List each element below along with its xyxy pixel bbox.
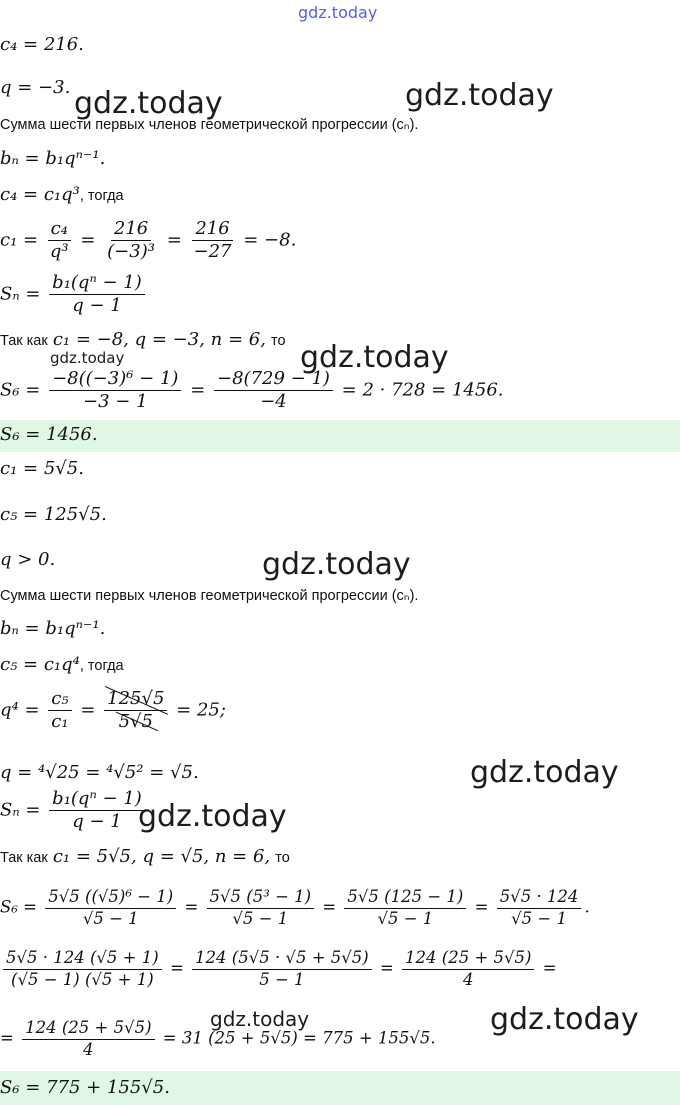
numerator: 124 (25 + 5√5) bbox=[22, 1020, 154, 1040]
text-line: Сумма шести первых членов геометрической прогрессии (cₙ). bbox=[0, 117, 419, 133]
text-fragment: , тогда bbox=[79, 188, 124, 204]
given-values-line bbox=[0, 848, 290, 866]
s6-computation: S₆ = $\frac{\text{5√5 ((√5)⁶ − 1)}}{√5 - 1}$ = $\frac{\text{5√5 (5³ − 1)}}{√5 - 1}$ = $\frac{5√5 (125 - 1)}{√5 - 1}$ = $\frac{5√5 \cdot 124}{√5 - 1}$ . bbox=[0, 887, 590, 928]
fraction bbox=[49, 790, 145, 831]
numerator: 124 (25 + 5√5) bbox=[402, 950, 534, 970]
fraction bbox=[192, 950, 372, 988]
fraction bbox=[104, 220, 158, 261]
numerator: 216 bbox=[192, 220, 232, 241]
numerator: −8(729 − 1) bbox=[214, 370, 333, 391]
math-expr: S₆ = bbox=[0, 379, 41, 401]
s6-continuation: $\frac{5√5 \cdot 124 (√5 + 1)}{(√5 - 1) (√5 + 1)}$ = $\frac{124 (5√5 \cdot √5 + 5√5)}{5 - 1}$ = $\frac{124 (25 + 5√5)}{4}$ = bbox=[0, 950, 557, 988]
watermark-top: gdz.today bbox=[298, 3, 378, 22]
formula-nth-term: bₙ = b₁qⁿ⁻¹. bbox=[0, 148, 106, 169]
math-line: q = −3. bbox=[0, 77, 71, 98]
numerator: 124 (5√5 · √5 + 5√5) bbox=[192, 950, 372, 970]
denominator: 4 bbox=[463, 969, 474, 989]
watermark: gdz.today bbox=[405, 78, 554, 113]
numerator: 5√5 (125 − 1) bbox=[344, 889, 466, 909]
fraction bbox=[191, 220, 235, 261]
denominator: −3 − 1 bbox=[83, 391, 148, 412]
s6-continuation: = $\frac{124 (25 + 5√5)}{4}$ = 31 (25 + 5√5) = 775 + 155√5. bbox=[0, 1018, 436, 1059]
math-expr: = −8. bbox=[243, 229, 297, 251]
numerator: 5√5 · 124 bbox=[497, 889, 582, 909]
fraction bbox=[47, 220, 72, 261]
math-expr: = 2 · 728 = 1456. bbox=[341, 379, 504, 401]
math-expr: = 25; bbox=[176, 699, 226, 721]
numerator: c₅ bbox=[48, 690, 71, 711]
denominator: q − 1 bbox=[72, 295, 122, 316]
math-line bbox=[0, 186, 124, 204]
denominator: −27 bbox=[193, 241, 232, 262]
q-value-line: q = ⁴√25 = ⁴√5² = √5. bbox=[0, 762, 199, 783]
denominator: √5 − 1 bbox=[232, 908, 289, 928]
watermark: gdz.today bbox=[74, 86, 223, 121]
fraction bbox=[214, 370, 333, 411]
math-line bbox=[0, 656, 124, 674]
q4-computation: q⁴ = $\frac{\text{c₅}}{\text{c₁}}$ = $\frac{125√5}{5√5}$ = 25; bbox=[0, 688, 226, 732]
math-expr: c₁ = bbox=[0, 229, 39, 251]
text-fragment: то bbox=[271, 333, 286, 349]
fraction bbox=[49, 370, 181, 411]
watermark: gdz.today bbox=[470, 755, 619, 790]
numerator: 5√5 (5³ − 1) bbox=[207, 889, 315, 909]
fraction bbox=[402, 950, 534, 988]
numerator: −8((−3)⁶ − 1) bbox=[49, 370, 181, 391]
numerator: 5√5 ((√5)⁶ − 1) bbox=[45, 889, 176, 909]
math-line: q > 0. bbox=[0, 549, 56, 570]
answer-highlight bbox=[0, 420, 680, 452]
numerator: 5√5 · 124 (√5 + 1) bbox=[3, 950, 162, 970]
fraction bbox=[497, 889, 582, 927]
formula-nth-term: bₙ = b₁qⁿ⁻¹. bbox=[0, 618, 106, 639]
numerator: c₄ bbox=[48, 220, 71, 241]
math-expr: S₆ = bbox=[0, 897, 37, 917]
fraction bbox=[104, 690, 167, 731]
text-fragment: то bbox=[275, 850, 290, 866]
numerator: 216 bbox=[111, 220, 151, 241]
denominator-cancelled: 5√5 bbox=[116, 711, 156, 731]
math-expr: Sₙ = bbox=[0, 799, 41, 821]
denominator: √5 − 1 bbox=[377, 908, 434, 928]
watermark: gdz.today bbox=[138, 799, 287, 834]
s6-computation: S₆ = $\frac{\text{−8((−3)⁶ − 1)}}{-3 - 1}$ = $\frac{-8(729 - 1)}{-4}$ = 2 · 728 = 1456. bbox=[0, 368, 504, 412]
denominator: (−3)³ bbox=[107, 241, 155, 262]
math-line: c₁ = 5√5. bbox=[0, 458, 84, 479]
math-expr: = 31 (25 + 5√5) = 775 + 155√5. bbox=[162, 1028, 436, 1048]
denominator: −4 bbox=[260, 391, 287, 412]
numerator: b₁(qⁿ − 1) bbox=[49, 274, 145, 295]
denominator: q³ bbox=[49, 241, 69, 262]
text-fragment: Так как bbox=[0, 850, 48, 866]
fraction bbox=[344, 889, 466, 927]
fraction bbox=[3, 950, 162, 988]
math-expr: Sₙ = bbox=[0, 283, 41, 305]
math-line: c₅ = 125√5. bbox=[0, 504, 107, 525]
denominator: √5 − 1 bbox=[511, 908, 567, 928]
math-expr: c₅ = c₁q⁴ bbox=[0, 654, 80, 675]
denominator: √5 − 1 bbox=[82, 908, 139, 928]
math-expr: c₁ = 5√5, q = √5, n = 6, bbox=[52, 846, 271, 867]
watermark: gdz.today bbox=[490, 1002, 639, 1037]
text-line: Сумма шести первых членов геометрической прогрессии (cₙ). bbox=[0, 588, 419, 604]
answer-line: S₆ = 1456. bbox=[0, 424, 98, 445]
answer-line: S₆ = 775 + 155√5. bbox=[0, 1077, 170, 1098]
fraction bbox=[48, 690, 71, 731]
watermark: gdz.today bbox=[50, 349, 125, 367]
denominator: q − 1 bbox=[72, 811, 122, 832]
watermark: gdz.today bbox=[262, 547, 411, 582]
denominator: 4 bbox=[83, 1039, 94, 1059]
denominator: c₁ bbox=[51, 711, 69, 732]
fraction bbox=[45, 889, 176, 927]
watermark: gdz.today bbox=[300, 340, 449, 375]
math-expr: c₁ = −8, q = −3, n = 6, bbox=[52, 329, 266, 350]
fraction bbox=[49, 274, 145, 315]
text-fragment: Так как bbox=[0, 333, 48, 349]
denominator: (√5 − 1) (√5 + 1) bbox=[11, 969, 154, 989]
c1-computation: c₁ = $\frac{\text{c₄}}{\text{q³}}$ = $\frac{216}{\text{(−3)³}}$ = $\frac{216}{-27}$ = −8. bbox=[0, 218, 297, 262]
watermark: gdz.today bbox=[210, 1007, 310, 1031]
fraction bbox=[22, 1020, 154, 1058]
sum-formula bbox=[0, 790, 148, 831]
sum-formula bbox=[0, 274, 148, 315]
fraction bbox=[207, 889, 315, 927]
math-expr: q⁴ = bbox=[0, 699, 40, 721]
math-line: c₄ = 216. bbox=[0, 34, 84, 55]
given-values-line bbox=[0, 331, 286, 349]
numerator: b₁(qⁿ − 1) bbox=[49, 790, 145, 811]
numerator-cancelled: 125√5 bbox=[104, 690, 167, 711]
text-fragment: , тогда bbox=[79, 658, 124, 674]
math-expr: c₄ = c₁q³ bbox=[0, 184, 80, 205]
denominator: 5 − 1 bbox=[259, 969, 305, 989]
